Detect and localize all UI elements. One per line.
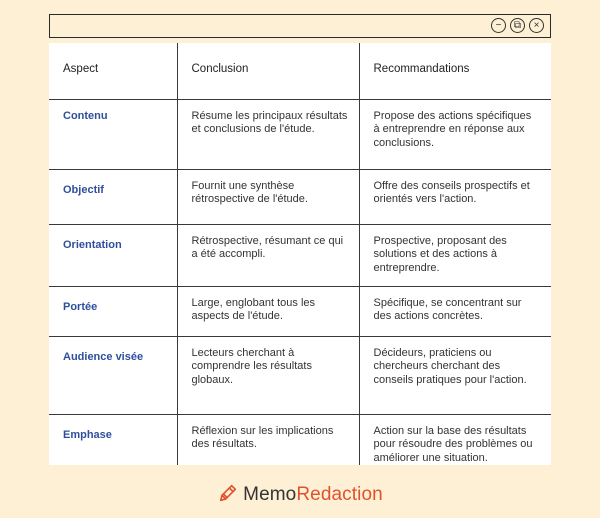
table-row — [49, 99, 551, 169]
window — [49, 14, 551, 465]
minimize-icon[interactable]: − — [491, 18, 506, 33]
cell-recommandations: Propose des actions spécifiques à entreprendre en réponse aux conclusions. — [359, 99, 551, 169]
cell-conclusion: Fournit une synthèse rétrospective de l'étude. — [177, 169, 359, 224]
restore-icon[interactable]: ⧉ — [510, 18, 525, 33]
memoredaction-logo — [0, 480, 600, 510]
cell-conclusion: Réflexion sur les implications des résultats. — [177, 414, 359, 465]
cell-aspect: Contenu — [49, 99, 177, 169]
comparison-table — [49, 43, 551, 465]
table-container — [49, 43, 551, 465]
logo-text — [243, 484, 383, 506]
cell-conclusion: Résume les principaux résultats et conclusions de l'étude. — [177, 99, 359, 169]
cell-aspect: Audience visée — [49, 336, 177, 414]
cell-aspect: Orientation — [49, 224, 177, 286]
cell-recommandations: Action sur la base des résultats pour résoudre des problèmes ou améliorer une situation. — [359, 414, 551, 465]
cell-recommandations: Spécifique, se concentrant sur des actions concrètes. — [359, 286, 551, 336]
table-row — [49, 336, 551, 414]
cell-conclusion: Large, englobant tous les aspects de l'étude. — [177, 286, 359, 336]
table-row — [49, 224, 551, 286]
cell-aspect: Emphase — [63, 428, 112, 441]
logo-text-redaction: Redaction — [296, 484, 383, 505]
logo-text-memo: Memo — [243, 484, 297, 505]
table-header-row — [49, 43, 551, 99]
window-controls — [491, 18, 544, 33]
cell-recommandations: Offre des conseils prospectifs et orientés vers l'action. — [359, 169, 551, 224]
header-recommandations: Recommandations — [359, 43, 551, 99]
cell-aspect: Portée — [49, 286, 177, 336]
cell-recommandations: Décideurs, praticiens ou chercheurs cherchant des conseils pratiques pour l'action. — [359, 336, 551, 414]
cell-conclusion: Lecteurs cherchant à comprendre les résultats globaux. — [177, 336, 359, 414]
table-row — [49, 286, 551, 336]
cell-recommandations: Prospective, proposant des solutions et des actions à entreprendre. — [359, 224, 551, 286]
header-conclusion: Conclusion — [177, 43, 359, 99]
table-row — [49, 169, 551, 224]
cell-conclusion: Rétrospective, résumant ce qui a été accompli. — [177, 224, 359, 286]
close-icon[interactable]: × — [529, 18, 544, 33]
cell-aspect: Objectif — [49, 169, 177, 224]
header-aspect: Aspect — [49, 43, 177, 99]
title-bar — [49, 14, 551, 38]
pencil-icon — [217, 482, 239, 509]
table-row — [49, 414, 551, 465]
